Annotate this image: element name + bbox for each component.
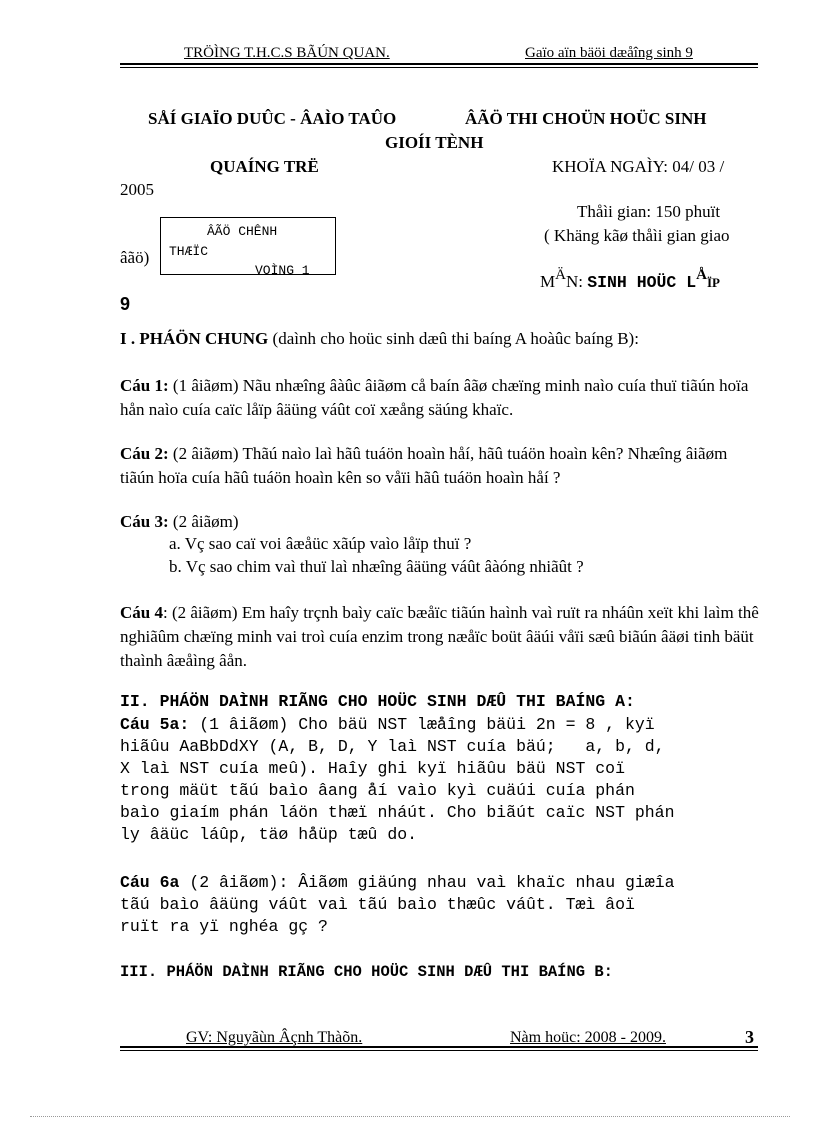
- question-2: [120, 442, 760, 490]
- question-4: [120, 601, 760, 673]
- part3-heading: III. PHÁÖN DAÌNH RIÃNG CHO HOÜC SINH DÆÛ THI BAÍNG B:: [120, 963, 613, 981]
- header-school: TRÖÌNG T.H.C.S BÃÚN QUAN.: [184, 45, 390, 61]
- page-number: 3: [745, 1027, 754, 1047]
- question-5a-line-6: ly âäüc láûp, täø håüp tæû do.: [120, 825, 418, 844]
- header-course: Gaïo aïn bäöi dæåîng sinh 9: [525, 45, 693, 61]
- subject-prefix: M: [540, 272, 556, 291]
- exam-year: 2005: [120, 180, 154, 199]
- header-rule: [120, 63, 758, 65]
- question-5a-line-4: trong mäüt tãú baìo âang åí vaìo kyì cuäúi cuía phán: [120, 781, 635, 800]
- question-3-text: (2 âiãøm): [168, 512, 239, 531]
- exam-duration-note-end: âãö): [120, 248, 150, 267]
- province-name: QUAÍNG TRË: [210, 157, 319, 176]
- question-5a-line-3: X laì NST cuía meû). Haîy ghi kyï hiãûu bäü NST coï: [120, 759, 625, 778]
- question-5a-line-2: hiãûu AaBbDdXY (A, B, D, Y laì NST cuía bäú; a, b, d,: [120, 737, 665, 756]
- question-1-label: Cáu 1:: [120, 376, 169, 395]
- question-2-text: (2 âiãøm) Thãú naìo laì hãû tuáön hoaìn håí, hãû tuáön hoaìn kên? Nhæîng âiãøm tiãún hoïa cuía hãû tuáön hoaìn kên so våïi hãû tuáön hoaìn håí ?: [120, 444, 728, 487]
- footer-school-year: Nàm hoüc: 2008 - 2009.: [510, 1029, 666, 1046]
- question-4-text: : (2 âiãøm) Em haîy trçnh baìy caïc bæåïc tiãún haình vaì ruït ra nháûn xeït khi laìm thê nghiãûm chæïng minh vai troì cuía enzim trong næåïc boüt âäúi våïi sæû biãún âäøi tinh bäüt thaình âæåìng âån.: [120, 603, 759, 670]
- exam-duration-note: ( Khäng kãø thåìi gian giao: [544, 226, 730, 245]
- footer-rule-thin: [120, 1050, 758, 1051]
- box-label-1: ÂÃÖ CHÊNH: [207, 224, 278, 239]
- subject-mid: N:: [565, 272, 588, 291]
- question-6a: [120, 872, 770, 938]
- question-3-item-b: b. Vç sao chim vaì thuï laì nhæîng âäüng váût âàóng nhiãût ?: [169, 557, 584, 576]
- question-3-item-a: a. Vç sao caï voi âæåüc xãúp vaìo låïp thuï ?: [169, 534, 472, 553]
- question-4-label: Cáu 4: [120, 603, 163, 622]
- question-6a-line-1: (2 âiãøm): Âiãøm giäúng nhau vaì khaïc nhau giæîa: [179, 873, 675, 892]
- subject-accent: Ä: [555, 267, 566, 283]
- exam-title-line2: GIOÍI TÈNH: [385, 133, 484, 152]
- question-5a-label: Cáu 5a:: [120, 715, 190, 734]
- header-rule-thin: [120, 67, 758, 68]
- exam-title: ÂÃÖ THI CHOÜN HOÜC SINH: [465, 109, 707, 128]
- subject-accent-2: Å: [696, 267, 707, 283]
- grade-number: 9: [120, 294, 131, 314]
- question-5a: [120, 714, 770, 846]
- exam-duration: Thåìi gian: 150 phuït: [577, 202, 721, 221]
- part1-title: I . PHÁÖN CHUNG: [120, 329, 269, 348]
- department-title: SÅÍ GIAÏO DUÛC - ÂAÌO TAÛO: [148, 109, 397, 128]
- question-1: [120, 374, 760, 422]
- question-2-label: Cáu 2:: [120, 444, 169, 463]
- question-6a-line-3: ruït ra yï nghéa gç ?: [120, 917, 328, 936]
- question-6a-label: Cáu 6a: [120, 873, 180, 892]
- part1-heading: [120, 327, 760, 351]
- subject-end: ÏP: [706, 275, 720, 290]
- box-label-3: VOÌNG 1: [255, 263, 310, 275]
- subject-line: [540, 267, 720, 292]
- page-edge-divider: [30, 1116, 790, 1117]
- exam-date: KHOÏA NGAÌY: 04/ 03 /: [552, 157, 725, 176]
- official-exam-box: [160, 217, 336, 275]
- part2-heading: II. PHÁÖN DAÌNH RIÃNG CHO HOÜC SINH DÆÛ THI BAÍNG A:: [120, 692, 635, 711]
- question-6a-line-2: tãú baìo âäüng váût vaì tãú baìo thæûc váût. Tæì âoï: [120, 895, 635, 914]
- subject-name: SINH HOÜC L: [587, 273, 697, 292]
- question-3: [120, 510, 760, 534]
- footer-teacher: GV: Nguyãùn Âçnh Thàõn.: [186, 1029, 363, 1046]
- question-3-label: Cáu 3:: [120, 512, 169, 531]
- question-5a-line-1: (1 âiãøm) Cho bäü NST læåîng bäüi 2n = 8 , kyï: [189, 715, 655, 734]
- part1-note: (daình cho hoüc sinh dæû thi baíng A hoàûc baíng B):: [268, 329, 639, 348]
- question-5a-line-5: baìo giaím phán láön thæï nháút. Cho biãút caïc NST phán: [120, 803, 675, 822]
- footer-rule: [120, 1046, 758, 1048]
- box-label-2: THÆÏC: [169, 244, 209, 259]
- question-1-text: (1 âiãøm) Nãu nhæîng âàûc âiãøm cå baín âãø chæïng minh naìo cuía thuï tiãún hoïa hån naìo cuía caïc låïp âäüng váût coï xæång säúng khaïc.: [120, 376, 749, 419]
